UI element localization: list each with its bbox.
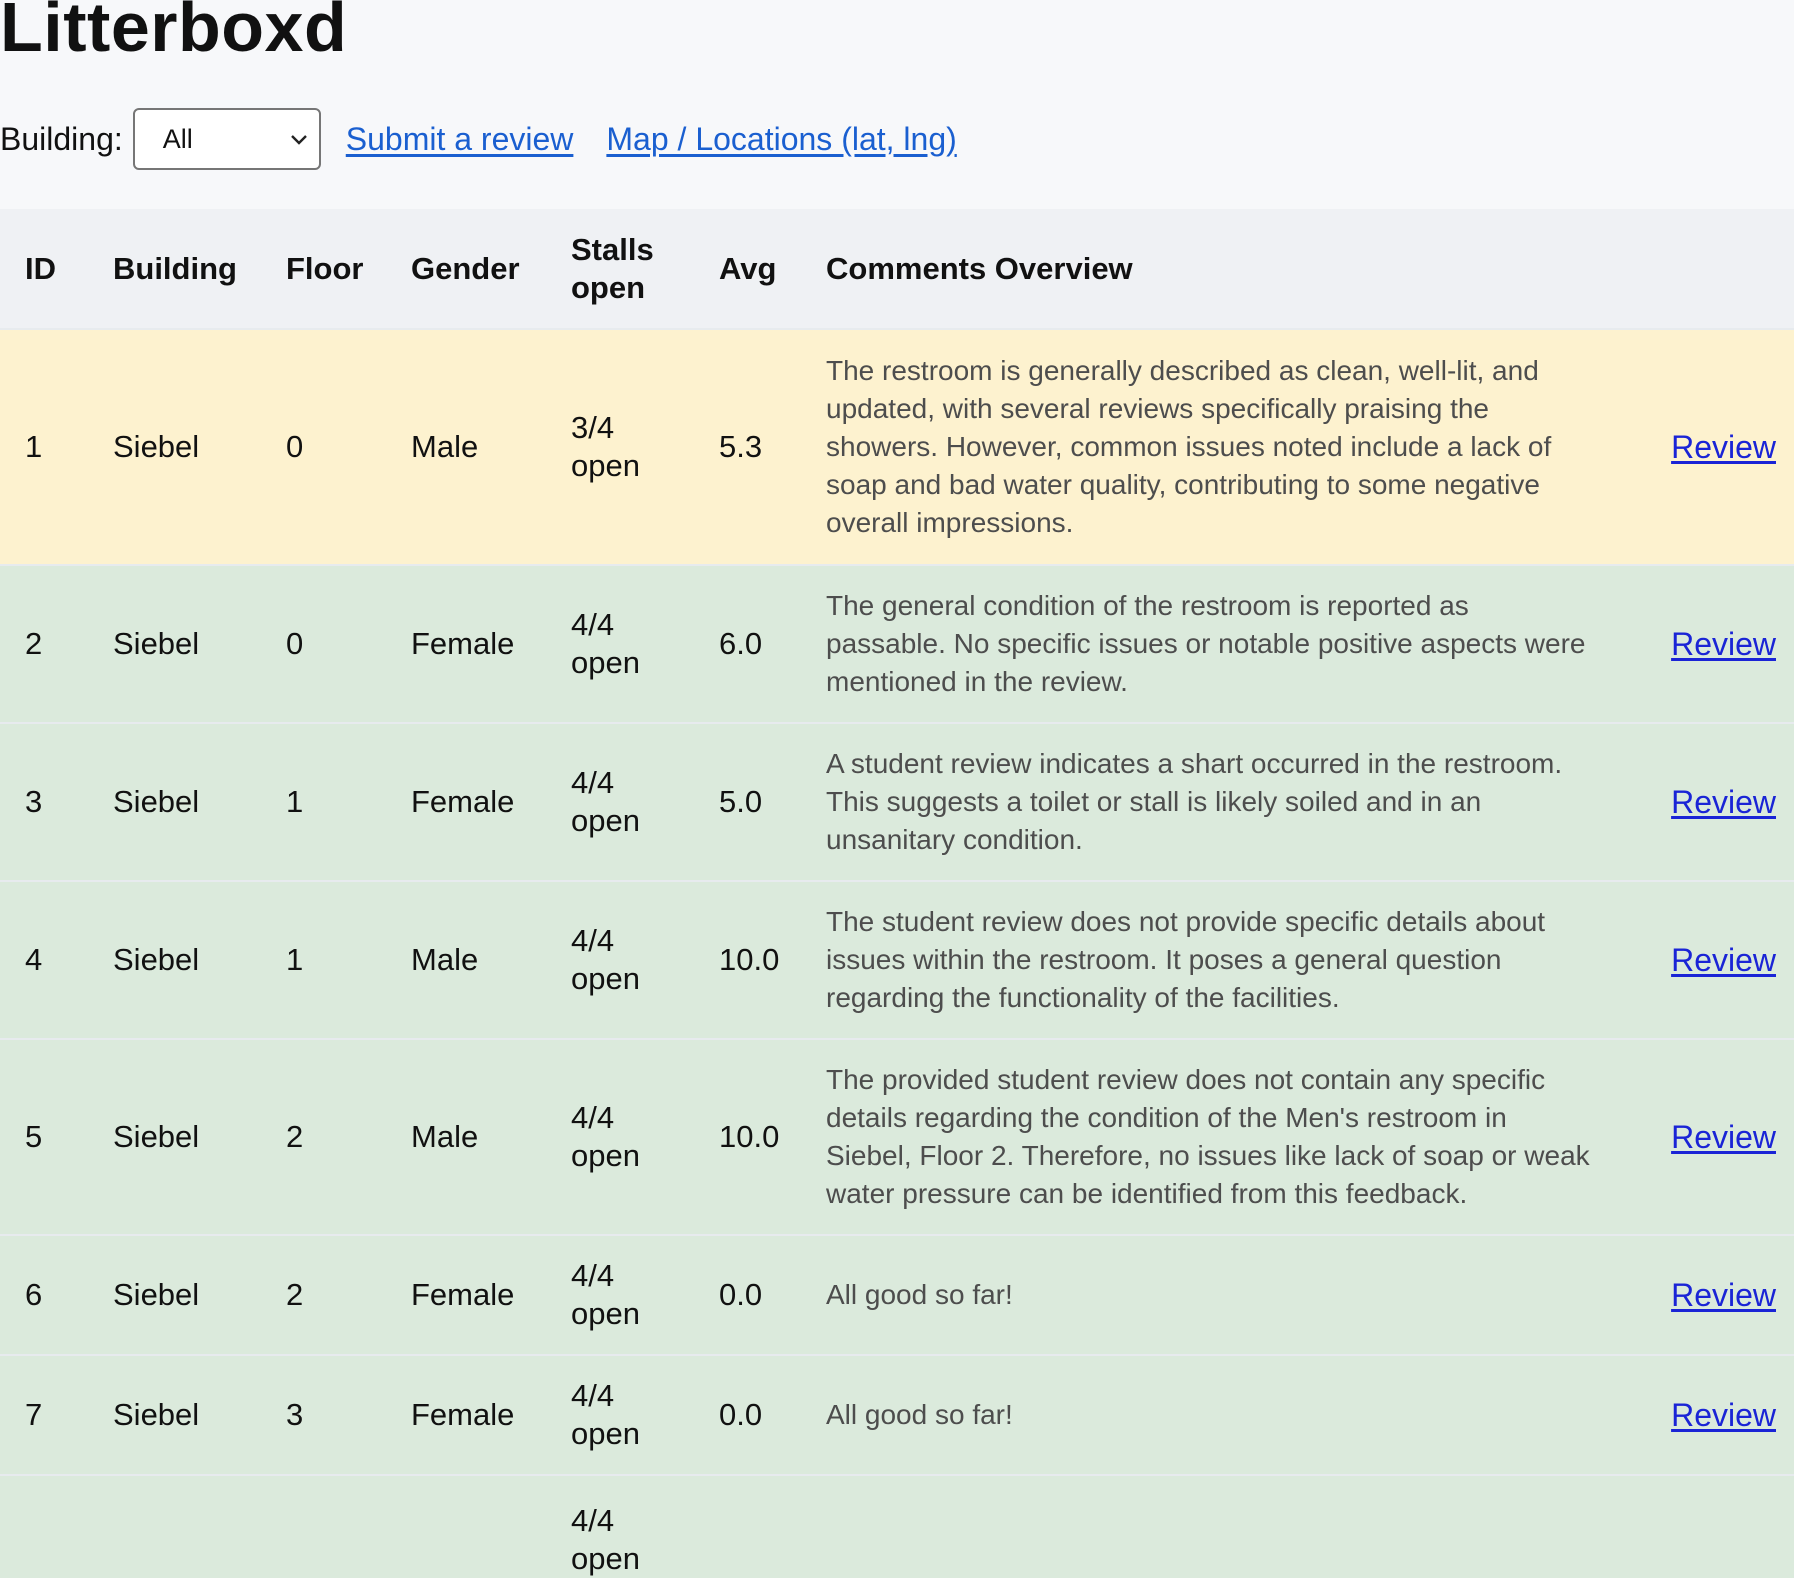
- cell-stalls-open: [546, 1039, 694, 1235]
- cell-comments: A student review indicates a shart occurred in the restroom. This suggests a toilet or stall is likely soiled and in an unsanitary condition.: [801, 723, 1634, 881]
- submit-review-link[interactable]: Submit a review: [345, 120, 574, 157]
- table-row: [0, 1039, 1794, 1235]
- cell-avg: 5.3: [694, 329, 801, 565]
- cell-floor: 3: [261, 1355, 386, 1475]
- cell-building: Siebel: [88, 329, 261, 565]
- header-floor: Floor: [286, 250, 364, 286]
- table-row: [0, 881, 1794, 1039]
- chevron-down-icon: [289, 129, 309, 149]
- stalls-suffix: open: [571, 1138, 640, 1173]
- cell-floor: [261, 1475, 386, 1578]
- building-select[interactable]: [133, 108, 321, 170]
- cell-id: 1: [0, 329, 88, 565]
- cell-id: 3: [0, 723, 88, 881]
- header-building: Building: [113, 250, 237, 286]
- header-review: [1634, 209, 1794, 329]
- stalls-suffix: open: [571, 1416, 640, 1451]
- review-link[interactable]: Review: [1671, 428, 1776, 465]
- cell-comments: The general condition of the restroom is reported as passable. No specific issues or notable positive aspects were mentioned in the review.: [801, 565, 1634, 723]
- cell-avg: 0.0: [694, 1355, 801, 1475]
- table-header-row: [0, 209, 1794, 329]
- cell-stalls-open: [546, 723, 694, 881]
- cell-review: [1634, 329, 1794, 565]
- cell-floor: 0: [261, 565, 386, 723]
- stalls-suffix: open: [571, 1296, 640, 1331]
- cell-gender: Female: [386, 1355, 546, 1475]
- review-link[interactable]: Review: [1671, 1396, 1776, 1433]
- cell-comments: The restroom is generally described as clean, well-lit, and updated, with several reviews specifically praising the showers. However, common issues noted include a lack of soap and bad water quality, contributing to some negative overall impressions.: [801, 329, 1634, 565]
- stalls-suffix: open: [571, 645, 640, 680]
- stalls-count: 4/4: [571, 1100, 615, 1135]
- cell-floor: 1: [261, 881, 386, 1039]
- table-row: [0, 1475, 1794, 1578]
- cell-comments: [801, 1475, 1634, 1578]
- cell-comments: The student review does not provide specific details about issues within the restroom. It poses a general question regarding the functionality of the facilities.: [801, 881, 1634, 1039]
- review-link[interactable]: Review: [1671, 941, 1776, 978]
- cell-gender: [386, 1475, 546, 1578]
- header-stalls-open: [546, 209, 694, 329]
- cell-avg: 5.0: [694, 723, 801, 881]
- cell-floor: 1: [261, 723, 386, 881]
- table-row: [0, 329, 1794, 565]
- cell-stalls-open: [546, 565, 694, 723]
- cell-stalls-open: [546, 1355, 694, 1475]
- cell-building: Siebel: [88, 723, 261, 881]
- cell-avg: 0.0: [694, 1235, 801, 1355]
- cell-stalls-open: [546, 881, 694, 1039]
- stalls-count: 4/4: [571, 607, 615, 642]
- header-stalls-line1: Stalls: [571, 231, 654, 267]
- cell-review: [1634, 881, 1794, 1039]
- stalls-suffix: open: [571, 961, 640, 996]
- cell-id: 5: [0, 1039, 88, 1235]
- cell-comments: The provided student review does not contain any specific details regarding the condition of the Men's restroom in Siebel, Floor 2. Therefore, no issues like lack of soap or weak water pressure can be identified from this feedback.: [801, 1039, 1634, 1235]
- cell-review: [1634, 1475, 1794, 1578]
- table-row: [0, 723, 1794, 881]
- stalls-suffix: open: [571, 1541, 640, 1576]
- cell-stalls-open: [546, 329, 694, 565]
- stalls-count: 4/4: [571, 923, 615, 958]
- table-row: [0, 1355, 1794, 1475]
- cell-building: Siebel: [88, 1355, 261, 1475]
- header-gender: Gender: [411, 250, 520, 286]
- cell-gender: Female: [386, 723, 546, 881]
- cell-building: Siebel: [88, 1235, 261, 1355]
- header-id: ID: [25, 250, 56, 286]
- cell-comments: All good so far!: [801, 1235, 1634, 1355]
- cell-review: [1634, 1355, 1794, 1475]
- stalls-count: 4/4: [571, 1258, 615, 1293]
- cell-building: Siebel: [88, 565, 261, 723]
- cell-id: 7: [0, 1355, 88, 1475]
- review-link[interactable]: Review: [1671, 1276, 1776, 1313]
- cell-building: [88, 1475, 261, 1578]
- cell-id: 4: [0, 881, 88, 1039]
- stalls-count: 3/4: [571, 410, 615, 445]
- cell-review: [1634, 1039, 1794, 1235]
- page-title: Litterboxd: [0, 0, 348, 66]
- cell-review: [1634, 565, 1794, 723]
- review-link[interactable]: Review: [1671, 783, 1776, 820]
- cell-building: Siebel: [88, 881, 261, 1039]
- header-stalls-line2: open: [571, 269, 646, 305]
- review-link[interactable]: Review: [1671, 625, 1776, 662]
- table-row: [0, 565, 1794, 723]
- filter-bar: [0, 108, 990, 170]
- stalls-count: 4/4: [571, 1378, 615, 1413]
- cell-id: [0, 1475, 88, 1578]
- cell-gender: Male: [386, 1039, 546, 1235]
- stalls-count: 4/4: [571, 1503, 615, 1538]
- cell-floor: 2: [261, 1235, 386, 1355]
- cell-id: 2: [0, 565, 88, 723]
- cell-review: [1634, 1235, 1794, 1355]
- cell-avg: 6.0: [694, 565, 801, 723]
- cell-comments: All good so far!: [801, 1355, 1634, 1475]
- table-row: [0, 1235, 1794, 1355]
- cell-building: Siebel: [88, 1039, 261, 1235]
- restroom-table: [0, 209, 1794, 1578]
- stalls-suffix: open: [571, 448, 640, 483]
- cell-id: 6: [0, 1235, 88, 1355]
- cell-gender: Female: [386, 565, 546, 723]
- header-avg: Avg: [719, 250, 777, 286]
- cell-floor: 0: [261, 329, 386, 565]
- cell-review: [1634, 723, 1794, 881]
- building-filter-label: Building:: [0, 120, 123, 157]
- cell-avg: [694, 1475, 801, 1578]
- cell-avg: 10.0: [694, 881, 801, 1039]
- building-select-value: All: [162, 123, 193, 154]
- map-locations-link[interactable]: Map / Locations (lat, lng): [606, 120, 957, 157]
- cell-floor: 2: [261, 1039, 386, 1235]
- cell-stalls-open: [546, 1475, 694, 1578]
- header-comments: Comments Overview: [826, 250, 1133, 286]
- cell-avg: 10.0: [694, 1039, 801, 1235]
- cell-stalls-open: [546, 1235, 694, 1355]
- cell-gender: Male: [386, 329, 546, 565]
- stalls-suffix: open: [571, 803, 640, 838]
- cell-gender: Male: [386, 881, 546, 1039]
- cell-gender: Female: [386, 1235, 546, 1355]
- review-link[interactable]: Review: [1671, 1118, 1776, 1155]
- stalls-count: 4/4: [571, 765, 615, 800]
